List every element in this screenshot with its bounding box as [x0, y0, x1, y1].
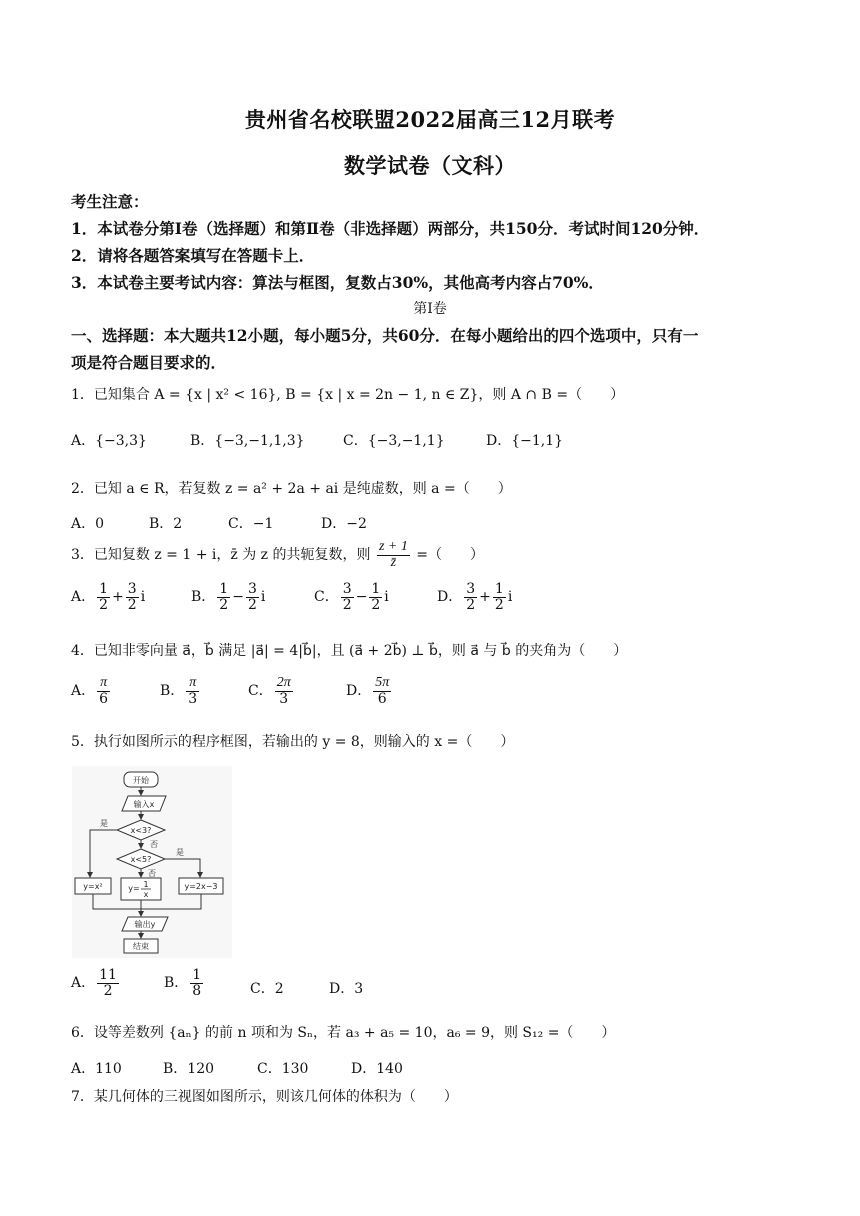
q3-option-c: [314, 582, 389, 612]
q5-option-c: [250, 978, 284, 998]
flow-output-text: 输出y: [134, 920, 156, 929]
q3-b-den1: 2: [219, 596, 229, 613]
q3-a-den1: 2: [99, 596, 109, 613]
q3-d-den2: 2: [494, 596, 504, 613]
q3-stem-fraction: [377, 540, 410, 570]
q5-c-value: 2: [274, 981, 284, 997]
flow-box-mid-den: x: [143, 890, 149, 899]
q3-a-num1: 1: [99, 581, 109, 597]
question-1-stem: 1．已知集合 A = {x | x² < 16}, B = {x | x = 2n − 1, n ∈ Z}，则 A ∩ B =（ ）: [71, 387, 625, 403]
flow-box-right-text: y=2x−3: [184, 882, 218, 891]
question-4-stem: 4．已知非零向量 a⃗，b⃗ 满足 |a⃗| = 4|b⃗|，且 (a⃗ + 2b⃗) ⊥ b⃗，则 a⃗ 与 b⃗ 的夹角为（ ）: [71, 643, 628, 659]
q3-d-op: +: [479, 589, 491, 606]
q6-option-a: A．110: [71, 1061, 122, 1077]
q4-b-num: π: [186, 676, 199, 692]
q3-c-den2: 2: [371, 596, 381, 613]
q3-b-num2: 3: [247, 581, 257, 597]
q3-c-num1: 3: [342, 581, 352, 597]
q3-b-num1: 1: [219, 581, 229, 597]
notice-heading: 考生注意：: [71, 192, 149, 211]
question-6-stem: 6．设等差数列 {aₙ} 的前 n 项和为 Sₙ，若 a₃ + a₅ = 10，a₆ = 9，则 S₁₂ =（ ）: [71, 1025, 616, 1041]
q3-stem-num: z + 1: [378, 539, 408, 554]
q3-option-d: [437, 582, 512, 612]
q3-d-label: D．: [437, 589, 463, 606]
q4-c-den: 3: [279, 690, 289, 707]
q3-b-label: B．: [191, 589, 216, 606]
q3-c-num2: 1: [371, 581, 381, 597]
flow-input-text: 输入x: [133, 800, 155, 809]
q4-option-b: [160, 676, 201, 706]
exam-title: 贵州省名校联盟2022届高三12月联考: [244, 107, 616, 132]
section-line-2: 项是符合题目要求的．: [71, 353, 227, 372]
q5-d-value: 3: [354, 981, 364, 997]
q5-b-label: B．: [164, 975, 189, 992]
q1-option-b: B．{−3,−1,1,3}: [190, 433, 305, 449]
flow-box-left-text: y=x²: [83, 882, 103, 891]
q5-a-den: 2: [103, 982, 113, 999]
q5-b-den: 8: [192, 982, 202, 999]
q3-option-a: [71, 582, 145, 612]
q3-b-tail: i: [260, 589, 266, 606]
flow-box-mid-prefix: y=: [128, 884, 140, 893]
q4-b-label: B．: [160, 683, 185, 700]
q3-option-b: [191, 582, 265, 612]
q4-a-label: A．: [71, 683, 96, 700]
flow-yes-label-1: 是: [100, 819, 108, 828]
q4-option-d: [346, 676, 393, 706]
q3-d-num1: 3: [466, 581, 476, 597]
q5-a-num: 11: [99, 967, 117, 983]
q3-stem-text: 3．已知复数 z = 1 + i，z̄ 为 z 的共轭复数，则: [71, 547, 371, 564]
q4-d-den: 6: [377, 690, 387, 707]
q2-option-d: D．−2: [321, 516, 367, 532]
question-3-stem: [71, 540, 484, 570]
q5-d-label: D．: [329, 981, 355, 997]
notice-item-3: 3．本试卷主要考试内容：算法与框图，复数占30%，其他高考内容占70%．: [71, 273, 604, 292]
q5-option-d: [329, 978, 363, 998]
q1-option-c: C．{−3,−1,1}: [343, 433, 445, 449]
flow-no-label-1: 否: [150, 840, 158, 849]
q4-d-num: 5π: [375, 675, 390, 690]
q6-option-b: B．120: [163, 1061, 215, 1077]
q5-option-a: [71, 968, 121, 998]
q3-d-num2: 1: [494, 581, 504, 597]
q3-a-tail: i: [140, 589, 146, 606]
q3-c-tail: i: [384, 589, 389, 606]
q4-c-num: 2π: [276, 675, 291, 690]
q2-option-a: A．0: [71, 516, 105, 532]
question-7-stem: 7．某几何体的三视图如图所示，则该几何体的体积为（ ）: [71, 1089, 458, 1105]
section-line-1: 一、选择题：本大题共12小题，每小题5分，共60分．在每小题给出的四个选项中，只有一: [71, 326, 699, 345]
q3-b-op: −: [232, 589, 244, 606]
q3-a-op: +: [112, 589, 124, 606]
q4-c-label: C．: [248, 683, 273, 700]
flow-no-label-2: 否: [148, 869, 156, 878]
flow-cond2-text: x<5?: [130, 855, 152, 864]
q3-a-label: A．: [71, 589, 96, 606]
q6-option-d: D．140: [351, 1061, 403, 1077]
q3-b-den2: 2: [247, 596, 257, 613]
flowchart-diagram: [72, 766, 232, 958]
q4-d-label: D．: [346, 683, 372, 700]
q6-option-c: C．130: [257, 1061, 309, 1077]
flow-cond1-text: x<3?: [130, 826, 152, 835]
q3-stem-den: z̄: [390, 554, 397, 570]
flow-yes-label-2: 是: [176, 848, 184, 857]
q1-option-d: D．{−1,1}: [486, 433, 564, 449]
q4-a-den: 6: [99, 690, 109, 707]
notice-item-2: 2．请将各题答案填写在答题卡上．: [71, 246, 315, 265]
q3-d-den1: 2: [466, 596, 476, 613]
q3-c-op: −: [355, 589, 368, 606]
question-2-stem: 2．已知 a ∈ R，若复数 z = a² + 2a + ai 是纯虚数，则 a =（ ）: [71, 481, 512, 497]
flow-box-mid-num: 1: [143, 880, 149, 889]
q2-option-b: B．2: [149, 516, 183, 532]
q3-a-den2: 2: [127, 596, 137, 613]
q5-b-num: 1: [192, 967, 202, 983]
q4-option-a: [71, 676, 112, 706]
q5-a-label: A．: [71, 975, 96, 992]
q1-option-a: A．{−3,3}: [71, 433, 147, 449]
q4-b-den: 3: [188, 690, 198, 707]
flow-end-text: 结束: [133, 942, 149, 951]
q3-c-den1: 2: [342, 596, 352, 613]
q3-d-tail: i: [507, 589, 513, 606]
q4-a-num: π: [97, 676, 110, 692]
q3-c-label: C．: [314, 589, 339, 606]
q3-stem-tail: =（ ）: [416, 547, 485, 564]
exam-subtitle: 数学试卷（文科）: [344, 153, 516, 178]
volume-label: 第Ⅰ卷: [413, 301, 447, 317]
q3-a-num2: 3: [127, 581, 137, 597]
notice-item-1: 1．本试卷分第Ⅰ卷（选择题）和第Ⅱ卷（非选择题）两部分，共150分．考试时间120分钟．: [71, 219, 710, 238]
q4-option-c: [248, 676, 295, 706]
q5-c-label: C．: [250, 981, 275, 997]
q5-option-b: [164, 968, 205, 998]
q2-option-c: C．−1: [228, 516, 274, 532]
flow-start-text: 开始: [133, 776, 149, 785]
question-5-stem: 5．执行如图所示的程序框图，若输出的 y = 8，则输入的 x =（ ）: [71, 734, 515, 750]
